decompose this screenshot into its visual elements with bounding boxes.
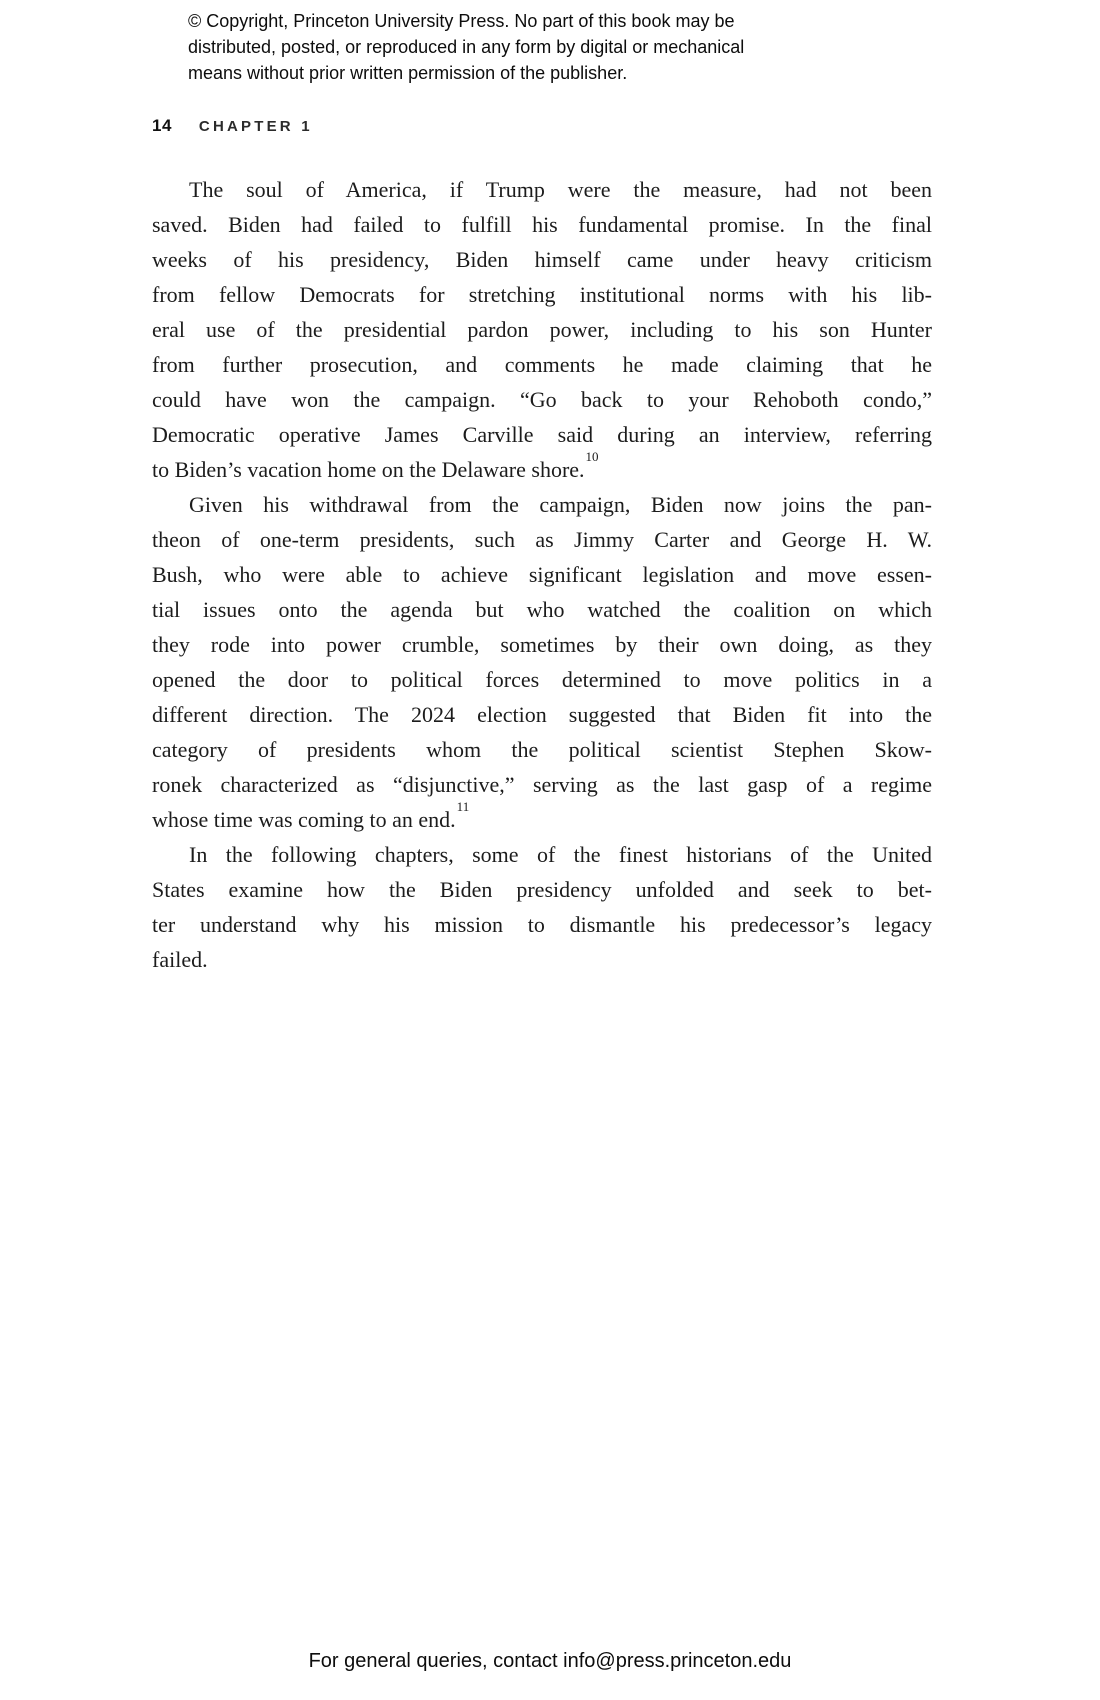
body-text xyxy=(152,172,932,977)
body-line-text: category of presidents whom the political scientist Stephen Skow- xyxy=(152,737,932,762)
body-line xyxy=(152,277,932,312)
body-line-text: eral use of the presidential pardon power, including to his son Hunter xyxy=(152,317,932,342)
body-line-text: States examine how the Biden presidency unfolded and seek to bet- xyxy=(152,877,932,902)
body-line xyxy=(152,627,932,662)
body-line xyxy=(152,417,932,452)
body-paragraph xyxy=(152,487,932,837)
body-line xyxy=(152,207,932,242)
body-line-text: Democratic operative James Carville said during an interview, referring xyxy=(152,422,932,447)
body-line-text: from fellow Democrats for stretching institutional norms with his lib- xyxy=(152,282,932,307)
body-line-text: Bush, who were able to achieve significant legislation and move essen- xyxy=(152,562,932,587)
body-line-text: weeks of his presidency, Biden himself came under heavy criticism xyxy=(152,247,932,272)
body-line xyxy=(152,448,932,487)
general-queries-note: For general queries, contact info@press.princeton.edu xyxy=(308,1650,792,1672)
body-line-text: theon of one-term presidents, such as Jimmy Carter and George H. W. xyxy=(152,527,932,552)
body-line-text: to Biden’s vacation home on the Delaware shore. xyxy=(152,457,585,482)
body-line-text: tial issues onto the agenda but who watched the coalition on which xyxy=(152,597,932,622)
body-line-text: could have won the campaign. “Go back to your Rehoboth condo,” xyxy=(152,387,932,412)
footnote-reference: 11 xyxy=(456,798,470,814)
body-line xyxy=(152,172,932,207)
body-paragraph xyxy=(152,172,932,487)
body-line-text: Given his withdrawal from the campaign, Biden now joins the pan- xyxy=(189,492,932,517)
page-number: 14 xyxy=(152,116,172,135)
copyright-line: means without prior written permission of the publisher. xyxy=(188,63,628,83)
body-line xyxy=(152,942,932,977)
body-line-text: ter understand why his mission to dismantle his predecessor’s legacy xyxy=(152,912,932,937)
body-line-text: failed. xyxy=(152,947,208,972)
body-line-text: opened the door to political forces determined to move politics in a xyxy=(152,667,932,692)
copyright-line: © Copyright, Princeton University Press. No part of this book may be xyxy=(188,11,735,31)
body-line-text: from further prosecution, and comments he made claiming that he xyxy=(152,352,932,377)
body-line xyxy=(152,837,932,872)
body-line xyxy=(152,522,932,557)
body-line-text: saved. Biden had failed to fulfill his fundamental promise. In the final xyxy=(152,212,932,237)
body-line xyxy=(152,767,932,802)
body-line-text: whose time was coming to an end. xyxy=(152,807,456,832)
body-line xyxy=(152,697,932,732)
body-line-text: In the following chapters, some of the finest historians of the United xyxy=(189,842,932,867)
body-line xyxy=(152,242,932,277)
body-line-text: The soul of America, if Trump were the measure, had not been xyxy=(189,177,932,202)
page-footer xyxy=(0,1648,1100,1674)
body-line-text: they rode into power crumble, sometimes by their own doing, as they xyxy=(152,632,932,657)
body-line xyxy=(152,872,932,907)
body-line xyxy=(152,382,932,417)
copyright-line: distributed, posted, or reproduced in any form by digital or mechanical xyxy=(188,37,745,57)
body-line xyxy=(152,487,932,522)
footnote-reference: 10 xyxy=(585,448,599,464)
body-line xyxy=(152,732,932,767)
body-line-text: different direction. The 2024 election suggested that Biden fit into the xyxy=(152,702,932,727)
body-paragraph xyxy=(152,837,932,977)
running-head xyxy=(152,116,313,136)
body-line xyxy=(152,312,932,347)
copyright-notice xyxy=(188,8,868,86)
body-line xyxy=(152,347,932,382)
body-line xyxy=(152,798,932,837)
body-line xyxy=(152,907,932,942)
body-line xyxy=(152,662,932,697)
chapter-label: CHAPTER 1 xyxy=(198,118,313,135)
body-line-text: ronek characterized as “disjunctive,” serving as the last gasp of a regime xyxy=(152,772,932,797)
body-line xyxy=(152,592,932,627)
body-line xyxy=(152,557,932,592)
